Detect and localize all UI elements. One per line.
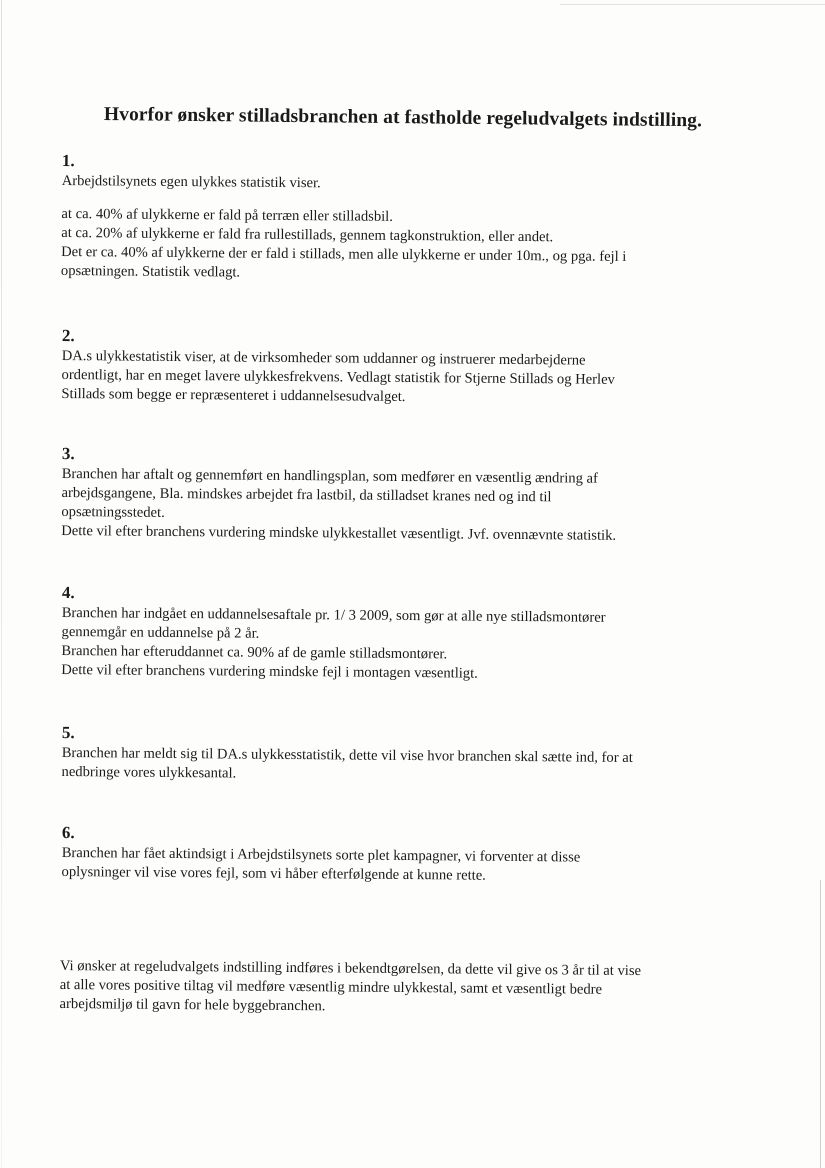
section-line: arbejdsgangene, Bla. mindskes arbejdet fra lastbil, da stilladset kranes ned og ind til [61, 484, 552, 506]
section-line: Branchen har aftalt og gennemført en handlingsplan, som medfører en væsentlig ændring af [61, 465, 598, 487]
section-3 [61, 443, 742, 547]
section-line: opsætningen. Statistik vedlagt. [60, 262, 241, 281]
section-number: 1. [61, 150, 75, 171]
section-5 [61, 722, 741, 788]
section-line: opsætningsstedet. [61, 503, 165, 521]
section-line: Branchen har indgået en uddannelsesaftale pr. 1/ 3 2009, som gør at alle nye stilladsmontører [61, 604, 606, 626]
section-1 [61, 150, 742, 287]
section-line: Dette vil efter branchens vurdering mindske ulykkestallet væsentligt. Jvf. ovennævnte statistik. [61, 522, 617, 544]
section-number: 2. [61, 325, 75, 346]
document-title: Hvorfor ønsker stilladsbranchen at fastholde regeludvalgets indstilling. [103, 104, 703, 132]
section-number: 3. [61, 443, 75, 464]
section-number: 4. [61, 582, 75, 603]
scan-edge-right [820, 880, 821, 1168]
section-line: Branchen har fået aktindsigt i Arbejdstilsynets sorte plet kampagner, vi forventer at disse [61, 844, 581, 866]
section-number: 5. [61, 722, 75, 743]
section-4 [61, 582, 742, 686]
section-line: at ca. 20% af ulykkerne er fald fra rullestillads, gennem tagkonstruktion, eller andet. [61, 224, 554, 246]
scan-edge-top [560, 4, 825, 5]
conclusion-line: at alle vores positive tiltag vil medføre væsentlig mindre ulykkestal, samt et væsentligt bedre [59, 976, 603, 998]
section-line: at ca. 40% af ulykkerne er fald på terræn eller stilladsbil. [61, 205, 393, 225]
section-line: DA.s ulykkestatistik viser, at de virksomheder som uddanner og instruerer medarbejderne [61, 347, 586, 369]
section-line: Branchen har efteruddannet ca. 90% af de gamle stilladsmontører. [61, 642, 448, 663]
conclusion-line: arbejdsmiljø til gavn for hele byggebranchen. [59, 995, 326, 1015]
scan-edge-left [1, 0, 2, 1168]
conclusion-line: Vi ønsker at regeludvalgets indstilling indføres i bekendtgørelsen, da dette vil give os 3 år til at vise [59, 957, 642, 980]
section-line: Det er ca. 40% af ulykkerne der er fald i stillads, men alle ulykkerne er under 10m., og pga. fejl i [61, 243, 627, 265]
section-number: 6. [61, 822, 75, 843]
section-line: Dette vil efter branchens vurdering mindske fejl i montagen væsentligt. [61, 661, 478, 682]
conclusion [60, 957, 740, 1020]
section-line: Arbejdstilsynets egen ulykkes statistik viser. [61, 172, 321, 192]
section-line: ordentligt, har en meget lavere ulykkesfrekvens. Vedlagt statistik for Stjerne Stillads og Herlev [61, 366, 615, 388]
section-6 [61, 822, 741, 888]
section-line: Stillads som begge er repræsenteret i uddannelsesudvalget. [61, 385, 406, 405]
section-line: nedbringe vores ulykkesantal. [61, 763, 237, 782]
section-2 [61, 325, 742, 410]
section-line: gennemgår en uddannelse på 2 år. [61, 623, 260, 642]
section-line: Branchen har meldt sig til DA.s ulykkesstatistik, dette vil vise hvor branchen skal sætte ind, for at [61, 744, 633, 766]
section-line: oplysninger vil vise vores fejl, som vi håber efterfølgende at kunne rette. [61, 863, 486, 884]
